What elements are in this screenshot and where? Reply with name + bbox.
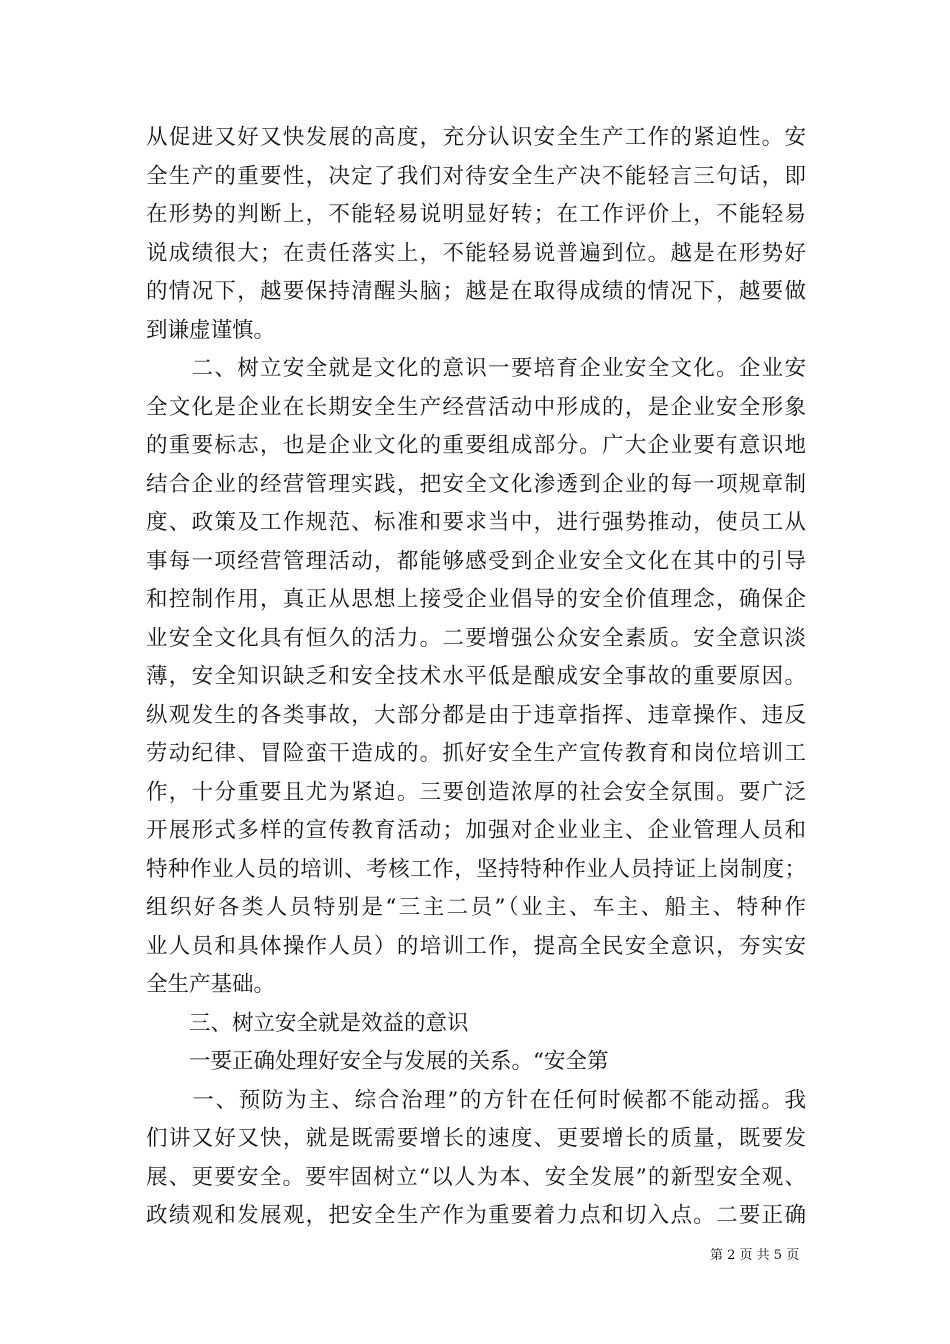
text-line: 劳动纪律、冒险蛮干造成的。抓好安全生产宣传教育和岗位培训工 [146,741,806,766]
text-line: 说成绩很大；在责任落实上，不能轻易说普遍到位。越是在形势好 [146,240,806,266]
text-line: 全生产基础。 [146,972,276,997]
text-line: 作，十分重要且尤为紧迫。三要创造浓厚的社会安全氛围。要广泛 [146,779,806,805]
document-body [146,119,806,1236]
text-line: 们讲又好又快，就是既需要增长的速度、更要增长的质量，既要发 [146,1126,806,1151]
page-number: 第 2 页 共 5 页 [710,1248,800,1263]
text-line: 全文化是企业在长期安全生产经营活动中形成的，是企业安全形象 [146,394,806,420]
text-line: 和控制作用，真正从思想上接受企业倡导的安全价值理念，确保企 [146,587,806,612]
text-line: 结合企业的经营管理实践，把安全文化渗透到企业的每一项规章制 [146,471,806,497]
text-line: 特种作业人员的培训、考核工作，坚持特种作业人员持证上岗制度； [146,856,806,882]
text-line: 业人员和具体操作人员）的培训工作，提高全民安全意识，夯实安 [146,933,806,959]
text-line: 度、政策及工作规范、标准和要求当中，进行强势推动，使员工从 [146,510,806,535]
text-line: 开展形式多样的宣传教育活动；加强对企业业主、企业管理人员和 [146,818,806,843]
text-line: 到谦虚谨慎。 [146,317,276,343]
text-line: 的情况下，越要保持清醒头脑；越是在取得成绩的情况下，越要做 [146,279,806,304]
text-line: 纵观发生的各类事故，大部分都是由于违章指挥、违章操作、违反 [146,702,806,728]
text-line: 组织好各类人员特别是“三主二员”（业主、车主、船主、特种作 [146,895,806,920]
text-line: 事每一项经营管理活动，都能够感受到企业安全文化在其中的引导 [146,548,806,574]
text-line: 一要正确处理好安全与发展的关系。“安全第 [146,1049,609,1074]
text-line: 全生产的重要性，决定了我们对待安全生产决不能轻言三句话，即 [146,163,806,189]
text-line: 二、树立安全就是文化的意识一要培育企业安全文化。企业安 [146,356,806,381]
text-line: 展、更要安全。要牢固树立“以人为本、安全发展”的新型安全观、 [146,1164,806,1190]
section-heading: 三、树立安全就是效益的意识 [146,1010,469,1036]
text-line: 业安全文化具有恒久的活力。二要增强公众安全素质。安全意识淡 [146,625,806,651]
text-line: 的重要标志，也是企业文化的重要组成部分。广大企业要有意识地 [146,433,806,458]
text-line: 政绩观和发展观，把安全生产作为重要着力点和切入点。二要正确 [146,1203,806,1228]
text-line: 一、预防为主、综合治理”的方针在任何时候都不能动摇。我 [146,1087,806,1113]
text-line: 从促进又好又快发展的高度，充分认识安全生产工作的紧迫性。安 [146,125,806,150]
text-line: 薄，安全知识缺乏和安全技术水平低是酿成安全事故的重要原因。 [146,664,806,689]
text-line: 在形势的判断上，不能轻易说明显好转；在工作评价上，不能轻易 [146,202,806,227]
